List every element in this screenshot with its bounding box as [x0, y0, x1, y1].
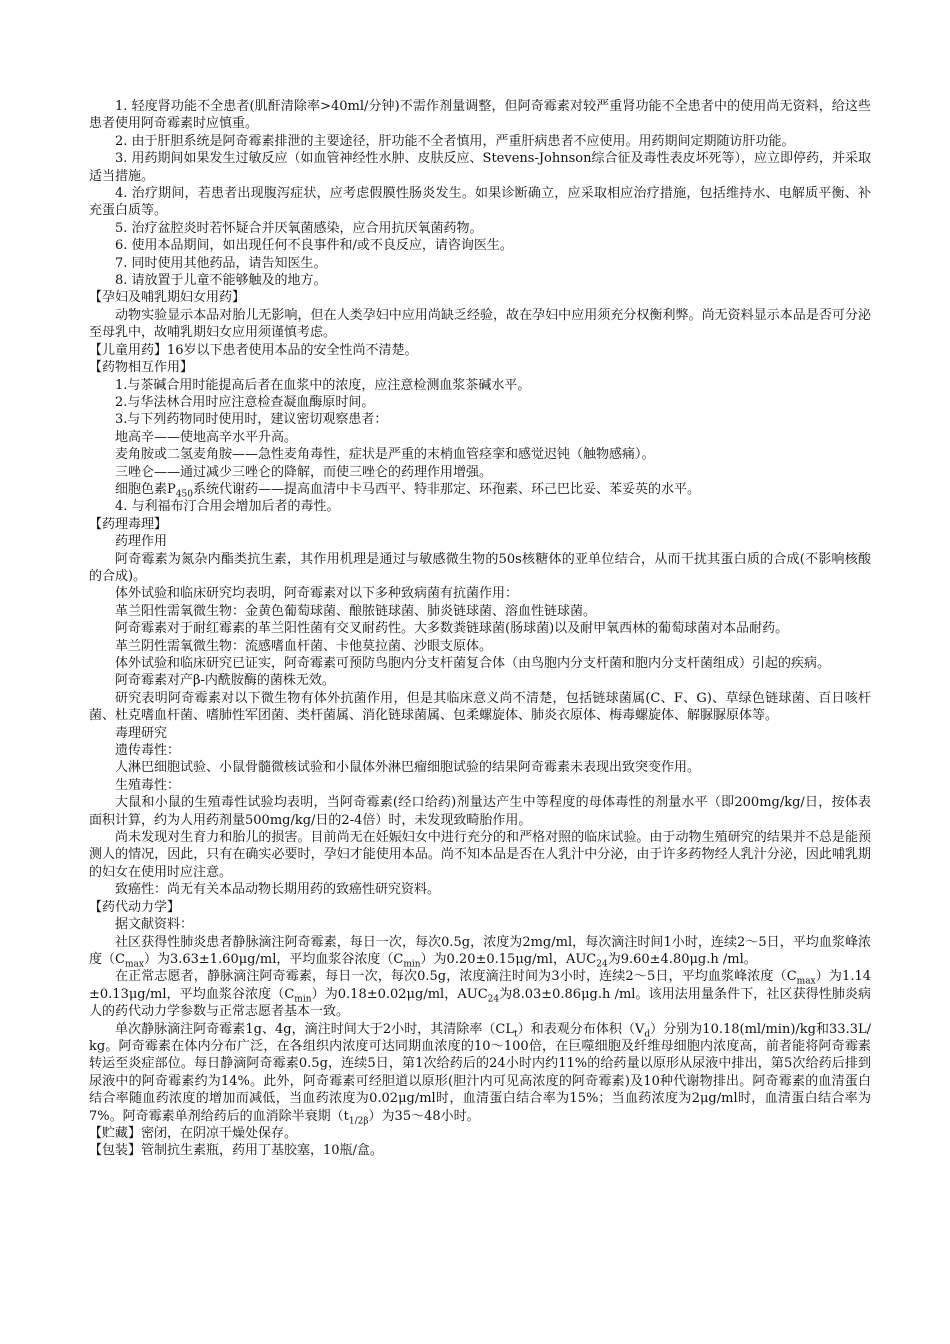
paragraph: 据文献资料：: [115, 917, 194, 933]
section-heading: 【药理毒理】: [89, 516, 168, 532]
paragraph: 遗传毒性：: [115, 743, 181, 759]
paragraph: 1. 轻度肾功能不全患者(肌酐清除率>40ml/分钟)不需作剂量调整，但阿奇霉素对较严重肾功能不全患者中的使用尚无资料，给这些患者使用阿奇霉素时应慎重。: [89, 99, 871, 132]
paragraph: 人淋巴细胞试验、小鼠骨髓微核试验和小鼠体外淋巴瘤细胞试验的结果阿奇霉素未表现出致突变作用。: [115, 760, 701, 776]
paragraph: 革兰阳性需氧微生物：金黄色葡萄球菌、酿脓链球菌、肺炎链球菌、溶血性链球菌。: [115, 603, 597, 619]
paragraph: 阿奇霉素对产β-内酰胺酶的菌株无效。: [115, 673, 335, 689]
paragraph: 毒理研究: [115, 725, 168, 741]
section-heading: 【孕妇及哺乳期妇女用药】: [89, 290, 246, 306]
paragraph: 8. 请放置于儿童不能够触及的地方。: [115, 273, 327, 289]
paragraph: 致癌性：尚无有关本品动物长期用药的致癌性研究资料。: [115, 882, 441, 898]
paragraph: 社区获得性肺炎患者静脉滴注阿奇霉素，每日一次，每次0.5g，浓度为2mg/ml，每次滴注时间1小时，连续2～5日，平均血浆峰浓度$(C_{max})$为3.63±1.60μg/ml，平均血浆谷浓度$(C_{min})$为0.20±0.15μg/ml，$AUC_{24}$为9.60±4.80μg.h /ml。: [89, 934, 871, 970]
paragraph: 体外试验和临床研究已证实，阿奇霉素可预防鸟胞内分支杆菌复合体（由鸟胞内分支杆菌和胞内分支杆菌组成）引起的疾病。: [115, 656, 831, 671]
paragraph: 麦角胺或二氢麦角胺——急性麦角毒性，症状是严重的末梢血管痉挛和感觉迟钝（触物感痛）。: [115, 447, 655, 463]
section-heading: 【药物相互作用】: [89, 360, 194, 376]
paragraph: 革兰阴性需氧微生物：流感嗜血杆菌、卡他莫拉菌、沙眼支原体。: [115, 638, 493, 654]
paragraph: 单次静脉滴注阿奇霉素1g、4g，滴注时间大于2小时，其清除率$(CL_t)$和表观分布体积$(V_d)$分别为10.18(ml/min)/kg和33.3L/kg。阿奇霉素在体内分布广泛，在各组织内浓度可达同期血浓度的10～100倍，在巨噬细胞及纤维母细胞内浓度高，前者能将阿奇霉素转运至炎症部位。每日静滴阿奇霉素0.5g，连续5日，第1次给药后的24小时内约11%的给药量以原形从尿液中排出，第5次给药后排到尿液中的阿奇霉素约为14%。此外，阿奇霉素可经胆道以原形(胆汁内可见高浓度的阿奇霉素)及10种代谢物排出。阿奇霉素的血清蛋白结合率随血药浓度的增加而减低，当血药浓度为0.02μg/ml时，血清蛋白结合率为15%；当血药浓度为2μg/ml时，血清蛋白结合率为7%。阿奇霉素单剂给药后的血消除半衰期$(t_{1/2\beta})$为35～48小时。: [89, 1021, 871, 1127]
paragraph: 生殖毒性：: [115, 777, 181, 793]
section-heading: 【包装】管制抗生素瓶，药用丁基胶塞，10瓶/盒。: [89, 1143, 383, 1159]
paragraph: 4. 与利福布汀合用会增加后者的毒性。: [115, 499, 340, 515]
paragraph: 地高辛——使地高辛水平升高。: [115, 429, 298, 445]
paragraph: 大鼠和小鼠的生殖毒性试验均表明，当阿奇霉素(经口给药)剂量达产生中等程度的母体毒性的剂量水平（即200mg/kg/日，按体表面积计算，约为人用药剂量500mg/kg/日的2-4倍）时，未发现致畸胎作用。: [89, 795, 871, 828]
paragraph: 阿奇霉素对于耐红霉素的革兰阳性菌有交叉耐药性。大多数粪链球菌(肠球菌)以及耐甲氧西林的葡萄球菌对本品耐药。: [115, 621, 789, 637]
paragraph: 尚未发现对生育力和胎儿的损害。目前尚无在妊娠妇女中进行充分的和严格对照的临床试验。由于动物生殖研究的结果并不总是能预测人的情况，因此，只有在确实必要时，孕妇才能使用本品。尚不知本品是否在人乳汁中分泌，由于许多药物经人乳汁分泌，因此哺乳期的妇女在使用时应注意。: [89, 830, 871, 880]
paragraph: 研究表明阿奇霉素对以下微生物有体外抗菌作用，但是其临床意义尚不清楚，包括链球菌属(C、F、G)、草绿色链球菌、百日咳杆菌、杜克嗜血杆菌、嗜肺性军团菌、类杆菌属、消化链球菌属、包柔螺旋体、肺炎衣原体、梅毒螺旋体、解脲脲原体等。: [89, 690, 871, 724]
paragraph: 3. 用药期间如果发生过敏反应（如血管神经性水肿、皮肤反应、Stevens-Johnson综合征及毒性表皮坏死等），应立即停药，并采取适当措施。: [89, 151, 871, 184]
section-heading: 【药代动力学】: [89, 899, 181, 915]
paragraph: 阿奇霉素为氮杂内酯类抗生素，其作用机理是通过与敏感微生物的50s核糖体的亚单位结合，从而干扰其蛋白质的合成(不影响核酸的合成)。: [89, 551, 871, 584]
paragraph: 药理作用: [115, 534, 168, 550]
paragraph: 三唑仑——通过减少三唑仑的降解，而使三唑仑的药理作用增强。: [115, 464, 493, 480]
paragraph: 在正常志愿者，静脉滴注阿奇霉素，每日一次，每次0.5g，浓度滴注时间为3小时，连续2～5日，平均血浆峰浓度$(C_{max})$为1.14±0.13μg/ml，平均血浆谷浓度$(C_{min})$为0.18±0.02μg/ml，$AUC_{24}$为8.03±0.86μg.h /ml。该用法用量条件下，社区获得性肺炎病人的药代动力学参数与正常志愿者基本一致。: [89, 969, 872, 1020]
paragraph: 2. 由于肝胆系统是阿奇霉素排泄的主要途径，肝功能不全者慎用，严重肝病患者不应使用。用药期间定期随访肝功能。: [115, 133, 795, 149]
paragraph: 细胞色素$P_{450}$系统代谢药——提高血清中卡马西平、特非那定、环孢素、环己巴比妥、苯妥英的水平。: [115, 481, 700, 500]
section-heading: 【儿童用药】16岁以下患者使用本品的安全性尚不清楚。: [89, 342, 418, 358]
paragraph: 体外试验和临床研究均表明，阿奇霉素对以下多种致病菌有抗菌作用：: [115, 586, 519, 602]
document-body: [89, 98, 871, 1160]
paragraph: 7. 同时使用其他药品，请告知医生。: [115, 255, 327, 271]
paragraph: 1.与茶碱合用时能提高后者在血浆中的浓度，应注意检测血浆茶碱水平。: [115, 377, 531, 393]
paragraph: 动物实验显示本品对胎儿无影响，但在人类孕妇中应用尚缺乏经验，故在孕妇中应用须充分权衡利弊。尚无资料显示本品是否可分泌至母乳中，故哺乳期妇女应用须谨慎考虑。: [89, 307, 871, 341]
paragraph: 4. 治疗期间，若患者出现腹泻症状，应考虑假膜性肠炎发生。如果诊断确立，应采取相应治疗措施，包括维持水、电解质平衡、补充蛋白质等。: [89, 186, 871, 219]
paragraph: 2.与华法林合用时应注意检查凝血酶原时间。: [115, 394, 375, 410]
section-heading: 【贮藏】密闭，在阴凉干燥处保存。: [89, 1125, 298, 1141]
paragraph: 6. 使用本品期间，如出现任何不良事件和/或不良反应，请咨询医生。: [115, 238, 513, 254]
paragraph: 5. 治疗盆腔炎时若怀疑合并厌氧菌感染，应合用抗厌氧菌药物。: [115, 220, 483, 236]
paragraph: 3.与下列药物同时使用时，建议密切观察患者：: [115, 412, 388, 428]
